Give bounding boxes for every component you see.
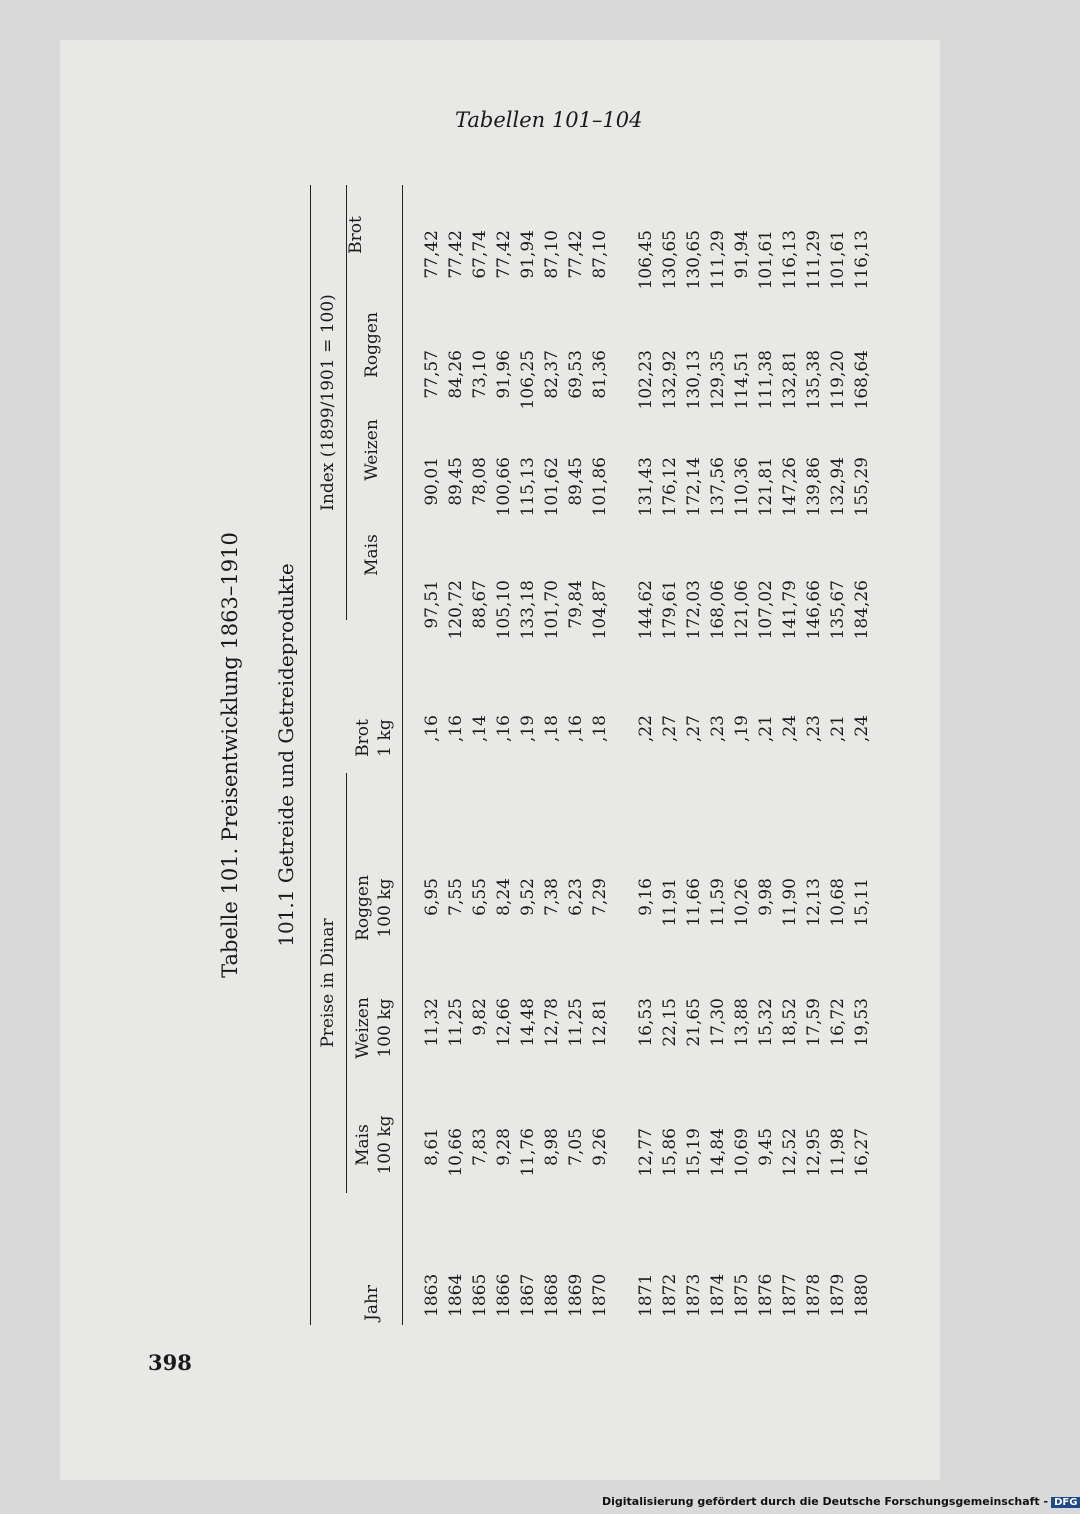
- year-cell: 1873: [684, 1273, 704, 1317]
- value-cell: 11,98: [828, 1128, 848, 1177]
- value-cell: 9,98: [756, 878, 776, 916]
- value-cell: 115,13: [518, 457, 538, 517]
- table-subtitle: 101.1 Getreide und Getreideprodukte: [274, 563, 298, 947]
- value-cell: ,16: [446, 715, 466, 743]
- group-spacer: [612, 185, 634, 1325]
- value-cell: 10,26: [732, 878, 752, 927]
- table-row: [658, 185, 682, 1325]
- value-cell: 172,03: [684, 580, 704, 640]
- table-row: [682, 185, 706, 1325]
- value-cell: 9,45: [756, 1128, 776, 1166]
- value-cell: 121,06: [732, 580, 752, 640]
- value-cell: 88,67: [470, 580, 490, 629]
- value-cell: 172,14: [684, 457, 704, 517]
- value-cell: 168,64: [852, 350, 872, 410]
- value-cell: 102,23: [636, 350, 656, 410]
- value-cell: 11,76: [518, 1128, 538, 1177]
- value-cell: 132,81: [780, 350, 800, 410]
- value-cell: 89,45: [446, 457, 466, 506]
- header-mais-price: Mais 100 kg: [353, 1115, 395, 1175]
- year-cell: 1864: [446, 1273, 466, 1317]
- value-cell: 130,13: [684, 350, 704, 410]
- year-cell: 1865: [470, 1273, 490, 1317]
- value-cell: 12,66: [494, 998, 514, 1047]
- value-cell: ,21: [828, 715, 848, 743]
- value-cell: 12,13: [804, 878, 824, 927]
- value-cell: 179,61: [660, 580, 680, 640]
- value-cell: 135,38: [804, 350, 824, 410]
- value-cell: 12,81: [590, 998, 610, 1047]
- table-row: [802, 185, 826, 1325]
- year-cell: 1870: [590, 1273, 610, 1317]
- value-cell: ,19: [732, 715, 752, 743]
- value-cell: ,27: [660, 715, 680, 743]
- year-cell: 1866: [494, 1273, 514, 1317]
- value-cell: 97,51: [422, 580, 442, 629]
- value-cell: 114,51: [732, 350, 752, 410]
- header-brot-index: Brot: [346, 216, 366, 254]
- value-cell: 101,61: [828, 230, 848, 290]
- value-cell: 132,92: [660, 350, 680, 410]
- header-weizen-index: Weizen: [362, 419, 382, 481]
- header-bottom-rule: [402, 185, 403, 1325]
- table-row: [516, 185, 540, 1325]
- table-title: Tabelle 101. Preisentwicklung 1863–1910: [218, 532, 242, 978]
- value-cell: 14,84: [708, 1128, 728, 1177]
- value-cell: 87,10: [590, 230, 610, 279]
- value-cell: 15,32: [756, 998, 776, 1047]
- value-cell: 139,86: [804, 457, 824, 517]
- year-cell: 1876: [756, 1273, 776, 1317]
- price-table: [150, 185, 890, 1325]
- running-head: Tabellen 101–104: [455, 108, 643, 132]
- value-cell: 101,61: [756, 230, 776, 290]
- year-cell: 1868: [542, 1273, 562, 1317]
- value-cell: 91,96: [494, 350, 514, 399]
- value-cell: 119,20: [828, 350, 848, 410]
- value-cell: 12,95: [804, 1128, 824, 1177]
- header-index-group: Index (1899/1901 = 100): [318, 294, 338, 511]
- header-prices-group: Preise in Dinar: [318, 918, 338, 1048]
- dfg-logo: DFG: [1051, 1497, 1080, 1508]
- value-cell: 111,29: [708, 230, 728, 290]
- table-row: [706, 185, 730, 1325]
- header-roggen-price: Roggen 100 kg: [353, 875, 395, 941]
- value-cell: 6,23: [566, 878, 586, 916]
- value-cell: 101,62: [542, 457, 562, 517]
- value-cell: 11,59: [708, 878, 728, 927]
- value-cell: 8,24: [494, 878, 514, 916]
- value-cell: 91,94: [518, 230, 538, 279]
- value-cell: 132,94: [828, 457, 848, 517]
- value-cell: 6,55: [470, 878, 490, 916]
- value-cell: ,16: [494, 715, 514, 743]
- value-cell: ,14: [470, 715, 490, 743]
- value-cell: 9,52: [518, 878, 538, 916]
- year-cell: 1879: [828, 1273, 848, 1317]
- value-cell: 17,30: [708, 998, 728, 1047]
- value-cell: 84,26: [446, 350, 466, 399]
- header-weizen-price: Weizen 100 kg: [353, 997, 395, 1059]
- footer-text: Digitalisierung gefördert durch die Deutsche Forschungsgemeinschaft -: [602, 1495, 1049, 1508]
- value-cell: 11,91: [660, 878, 680, 927]
- year-cell: 1877: [780, 1273, 800, 1317]
- value-cell: 73,10: [470, 350, 490, 399]
- value-cell: 69,53: [566, 350, 586, 399]
- value-cell: 111,29: [804, 230, 824, 290]
- value-cell: 10,68: [828, 878, 848, 927]
- value-cell: 12,78: [542, 998, 562, 1047]
- value-cell: 111,38: [756, 350, 776, 410]
- value-cell: ,19: [518, 715, 538, 743]
- value-cell: 105,10: [494, 580, 514, 640]
- table-row: [468, 185, 492, 1325]
- value-cell: 146,66: [804, 580, 824, 640]
- value-cell: 16,27: [852, 1128, 872, 1177]
- value-cell: 17,59: [804, 998, 824, 1047]
- value-cell: 67,74: [470, 230, 490, 279]
- value-cell: ,27: [684, 715, 704, 743]
- value-cell: 10,66: [446, 1128, 466, 1177]
- value-cell: 89,45: [566, 457, 586, 506]
- value-cell: 106,25: [518, 350, 538, 410]
- table-row: [444, 185, 468, 1325]
- value-cell: 19,53: [852, 998, 872, 1047]
- value-cell: 7,83: [470, 1128, 490, 1166]
- value-cell: 8,61: [422, 1128, 442, 1166]
- value-cell: ,21: [756, 715, 776, 743]
- value-cell: 11,90: [780, 878, 800, 927]
- rotated-table-container: [150, 185, 890, 1325]
- page-number: 398: [148, 1350, 192, 1375]
- value-cell: ,22: [636, 715, 656, 743]
- year-cell: 1872: [660, 1273, 680, 1317]
- value-cell: 7,55: [446, 878, 466, 916]
- year-cell: 1878: [804, 1273, 824, 1317]
- value-cell: 14,48: [518, 998, 538, 1047]
- value-cell: 110,36: [732, 457, 752, 517]
- table-row: [850, 185, 874, 1325]
- value-cell: 16,72: [828, 998, 848, 1047]
- value-cell: 81,36: [590, 350, 610, 399]
- value-cell: 184,26: [852, 580, 872, 640]
- value-cell: 101,70: [542, 580, 562, 640]
- value-cell: ,24: [852, 715, 872, 743]
- table-row: [420, 185, 444, 1325]
- value-cell: 13,88: [732, 998, 752, 1047]
- year-cell: 1867: [518, 1273, 538, 1317]
- value-cell: 90,01: [422, 457, 442, 506]
- year-cell: 1863: [422, 1273, 442, 1317]
- table-row: [778, 185, 802, 1325]
- digitization-footer: [602, 1495, 1080, 1508]
- value-cell: 101,86: [590, 457, 610, 517]
- value-cell: 116,13: [852, 230, 872, 290]
- value-cell: 78,08: [470, 457, 490, 506]
- header-top-rule: [310, 185, 311, 1325]
- value-cell: 12,52: [780, 1128, 800, 1177]
- value-cell: 77,42: [446, 230, 466, 279]
- table-row: [634, 185, 658, 1325]
- value-cell: 104,87: [590, 580, 610, 640]
- value-cell: 6,95: [422, 878, 442, 916]
- value-cell: 137,56: [708, 457, 728, 517]
- value-cell: 15,11: [852, 878, 872, 927]
- table-row: [826, 185, 850, 1325]
- year-cell: 1869: [566, 1273, 586, 1317]
- value-cell: 77,42: [494, 230, 514, 279]
- value-cell: 144,62: [636, 580, 656, 640]
- value-cell: 155,29: [852, 457, 872, 517]
- value-cell: 10,69: [732, 1128, 752, 1177]
- value-cell: 129,35: [708, 350, 728, 410]
- value-cell: 121,81: [756, 457, 776, 517]
- value-cell: 11,25: [566, 998, 586, 1047]
- value-cell: 147,26: [780, 457, 800, 517]
- value-cell: 87,10: [542, 230, 562, 279]
- table-row: [588, 185, 612, 1325]
- value-cell: ,24: [780, 715, 800, 743]
- value-cell: 9,16: [636, 878, 656, 916]
- value-cell: 131,43: [636, 457, 656, 517]
- value-cell: 21,65: [684, 998, 704, 1047]
- table-body: [420, 185, 874, 1325]
- value-cell: 7,29: [590, 878, 610, 916]
- value-cell: 77,57: [422, 350, 442, 399]
- value-cell: 22,15: [660, 998, 680, 1047]
- value-cell: 7,05: [566, 1128, 586, 1166]
- value-cell: 8,98: [542, 1128, 562, 1166]
- year-cell: 1871: [636, 1273, 656, 1317]
- value-cell: 7,38: [542, 878, 562, 916]
- value-cell: 11,25: [446, 998, 466, 1047]
- value-cell: ,23: [804, 715, 824, 743]
- value-cell: 11,66: [684, 878, 704, 927]
- value-cell: 91,94: [732, 230, 752, 279]
- value-cell: ,16: [566, 715, 586, 743]
- value-cell: ,18: [590, 715, 610, 743]
- value-cell: 16,53: [636, 998, 656, 1047]
- table-row: [754, 185, 778, 1325]
- value-cell: 176,12: [660, 457, 680, 517]
- value-cell: 9,28: [494, 1128, 514, 1166]
- value-cell: 168,06: [708, 580, 728, 640]
- value-cell: 77,42: [566, 230, 586, 279]
- value-cell: ,18: [542, 715, 562, 743]
- table-row: [492, 185, 516, 1325]
- value-cell: 11,32: [422, 998, 442, 1047]
- value-cell: 77,42: [422, 230, 442, 279]
- header-mais-index: Mais: [362, 534, 382, 576]
- value-cell: ,23: [708, 715, 728, 743]
- value-cell: 15,86: [660, 1128, 680, 1177]
- table-row: [540, 185, 564, 1325]
- value-cell: 9,26: [590, 1128, 610, 1166]
- value-cell: 133,18: [518, 580, 538, 640]
- header-roggen-index: Roggen: [362, 312, 382, 378]
- table-row: [564, 185, 588, 1325]
- header-brot-price: Brot 1 kg: [353, 719, 395, 757]
- value-cell: 130,65: [660, 230, 680, 290]
- value-cell: 116,13: [780, 230, 800, 290]
- value-cell: 18,52: [780, 998, 800, 1047]
- value-cell: 15,19: [684, 1128, 704, 1177]
- value-cell: 135,67: [828, 580, 848, 640]
- prices-group-rule: [346, 773, 347, 1193]
- value-cell: 141,79: [780, 580, 800, 640]
- value-cell: 107,02: [756, 580, 776, 640]
- value-cell: 106,45: [636, 230, 656, 290]
- value-cell: 82,37: [542, 350, 562, 399]
- value-cell: 100,66: [494, 457, 514, 517]
- year-cell: 1875: [732, 1273, 752, 1317]
- value-cell: 120,72: [446, 580, 466, 640]
- table-row: [730, 185, 754, 1325]
- value-cell: 12,77: [636, 1128, 656, 1177]
- year-cell: 1874: [708, 1273, 728, 1317]
- year-cell: 1880: [852, 1273, 872, 1317]
- value-cell: 130,65: [684, 230, 704, 290]
- value-cell: 9,82: [470, 998, 490, 1036]
- header-year: Jahr: [362, 1284, 382, 1321]
- value-cell: ,16: [422, 715, 442, 743]
- value-cell: 79,84: [566, 580, 586, 629]
